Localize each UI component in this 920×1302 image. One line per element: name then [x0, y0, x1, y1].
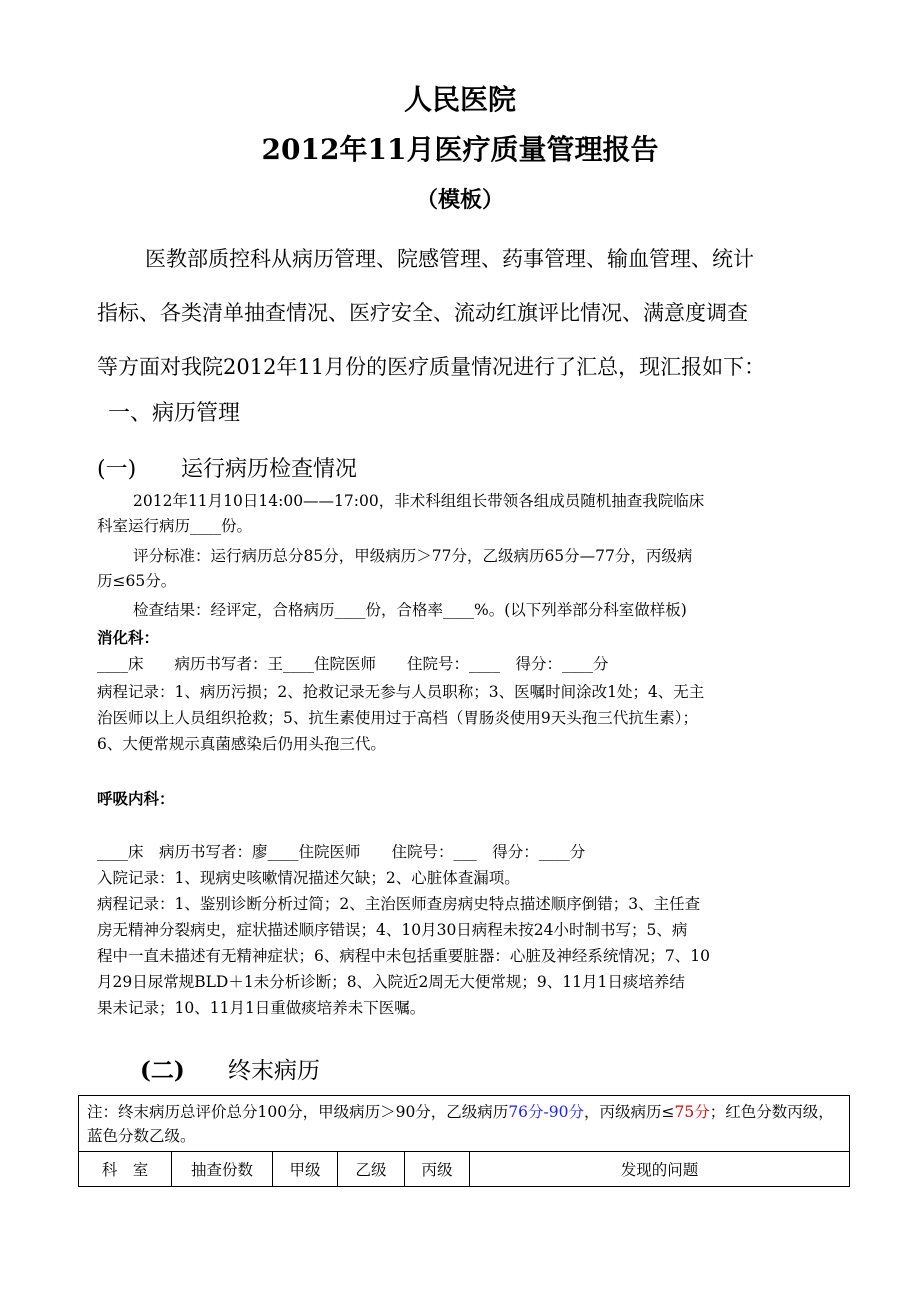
subsection-heading [140, 1052, 320, 1085]
department-heading: 呼吸内科： [97, 789, 175, 808]
subsection-title: 运行病历检查情况 [181, 457, 358, 482]
record-line: 月29日尿常规BLD＋1未分析诊断；8、入院近2周无大便常规；9、11月1日痰培养结 [97, 973, 685, 991]
subsection-heading [97, 452, 357, 483]
paragraph-line: 2012年11月10日14:00——17:00，非术科组组长带领各组成员随机抽查我院临床 [133, 492, 705, 510]
table-header-cell: 发现的问题 [470, 1152, 850, 1186]
intro-line: 指标、各类清单抽查情况、医疗安全、流动红旗评比情况、满意度调查 [97, 301, 748, 325]
record-line: ____床 病历书写者：王____住院医师 住院号：____ 得分：____分 [97, 655, 609, 673]
record-line: 房无精神分裂病史，症状描述顺序错误；4、10月30日病程未按24小时制书写；5、病 [97, 921, 688, 939]
intro-paragraph [97, 232, 827, 394]
final-records-table [78, 1095, 850, 1187]
record-line: 程中一直未描述有无精神症状；6、病程中未包括重要脏器：心脏及神经系统情况；7、10 [97, 947, 710, 965]
department-heading: 消化科： [97, 628, 160, 647]
subsection-title: 终末病历 [228, 1058, 320, 1084]
paragraph-line: 检查结果：经评定，合格病历____份，合格率____%。(以下列举部分科室做样板) [133, 601, 687, 619]
note-blue-range: 76分-90分 [508, 1103, 584, 1121]
paragraph-line: 评分标准：运行病历总分85分，甲级病历＞77分，乙级病历65分—77分，丙级病 [133, 547, 693, 565]
record-line: 治医师以上人员组织抢救；5、抗生素使用过于高档（胃肠炎使用9天头孢三代抗生素）； [97, 709, 698, 727]
table-header-cell: 丙级 [405, 1152, 470, 1186]
table-header-cell: 科 室 [101, 1161, 149, 1179]
report-title: 2012年11月医疗质量管理报告 [261, 133, 659, 166]
note-text: 注：终末病历总评价总分100分，甲级病历＞90分，乙级病历 [87, 1103, 509, 1121]
note-text: ；红色分数丙级，蓝色分数乙级。 [87, 1103, 834, 1145]
table-note [79, 1096, 849, 1152]
table-header-cell: 甲级 [273, 1152, 338, 1186]
record-line: ____床 病历书写者：廖____住院医师 住院号：___ 得分：____分 [97, 843, 586, 861]
record-line: 6、大便常规示真菌感染后仍用头孢三代。 [97, 735, 386, 753]
table-header-row [79, 1152, 849, 1186]
subsection-number: (一) [97, 457, 137, 482]
paragraph-line: 科室运行病历____份。 [97, 517, 253, 535]
note-red-range: 75分 [674, 1103, 710, 1121]
table-header-cell: 乙级 [338, 1152, 405, 1186]
record-line: 病程记录：1、鉴别诊断分析过简；2、主治医师查房病史特点描述顺序倒错；3、主任查 [97, 895, 701, 913]
table-header-cell: 抽查份数 [172, 1152, 273, 1186]
section-heading: 一、病历管理 [108, 401, 241, 426]
record-line: 病程记录：1、病历污损；2、抢救记录无参与人员职称；3、医嘱时间涂改1处；4、无主 [97, 683, 705, 701]
paragraph-line: 历≤65分。 [97, 572, 177, 590]
note-text: ，丙级病历≤ [584, 1103, 675, 1121]
record-line: 入院记录：1、现病史咳嗽情况描述欠缺；2、心脏体查漏项。 [97, 869, 520, 887]
document-title: 人民医院 [403, 83, 516, 116]
intro-line: 医教部质控科从病历管理、院感管理、药事管理、输血管理、统计 [145, 247, 754, 271]
template-tag: （模板） [415, 187, 504, 213]
record-line: 果未记录；10、11月1日重做痰培养未下医嘱。 [97, 999, 426, 1017]
subsection-number: (二) [140, 1057, 185, 1084]
intro-line: 等方面对我院2012年11月份的医疗质量情况进行了汇总，现汇报如下： [97, 355, 766, 379]
